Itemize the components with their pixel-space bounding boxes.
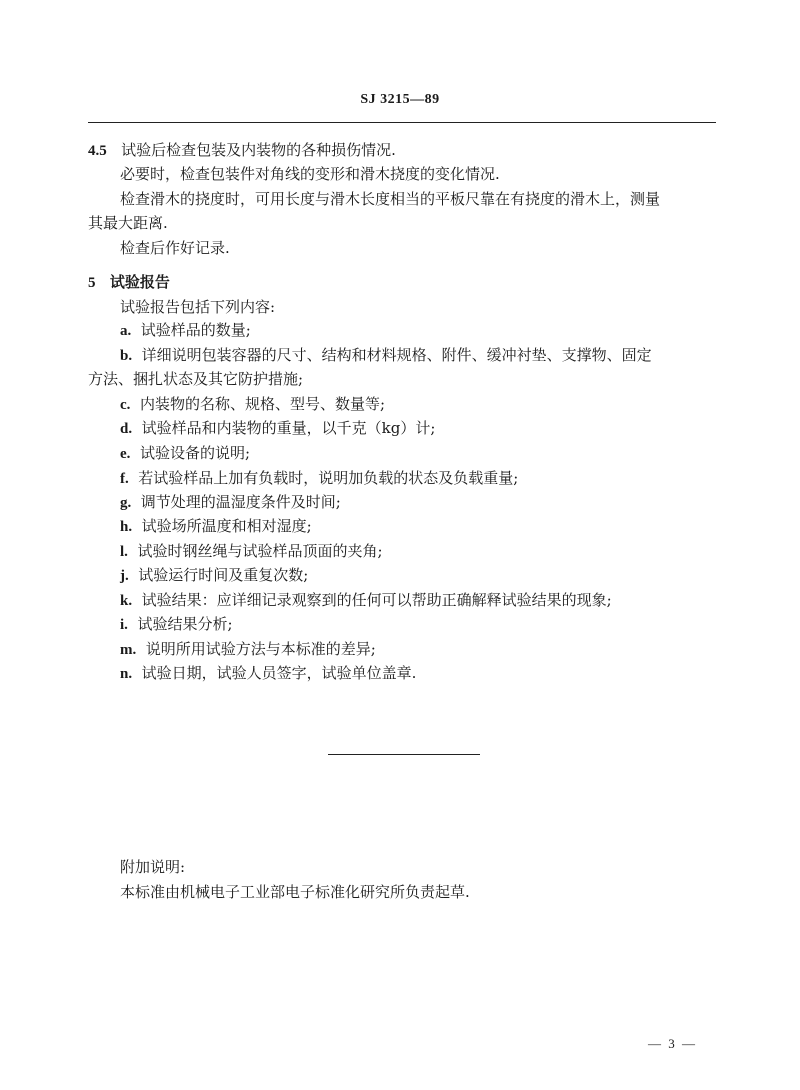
item-text: 试验时钢丝绳与试验样品顶面的夹角;: [137, 542, 383, 560]
clause-4-5-line2: 必要时，检查包装件对角线的变形和滑木挠度的变化情况.: [120, 165, 500, 183]
item-letter: f.: [120, 471, 129, 487]
item-text: 试验场所温度和相对湿度;: [141, 517, 312, 535]
item-letter: a.: [120, 323, 132, 339]
clause-4-5-line5: 检查后作好记录.: [120, 239, 230, 257]
item-letter: e.: [120, 446, 131, 462]
section-5-heading: [88, 272, 170, 293]
item-text: 详细说明包装容器的尺寸、结构和材料规格、附件、缓冲衬垫、支撑物、固定: [141, 346, 652, 364]
section-number: 5: [88, 275, 96, 291]
list-item: [120, 443, 250, 464]
list-item: [120, 614, 233, 635]
item-text: 试验样品的数量;: [140, 321, 251, 339]
list-item: [120, 320, 251, 341]
list-item: [120, 541, 383, 562]
note-label: 附加说明:: [120, 858, 186, 876]
document-code: SJ 3215—89: [360, 92, 440, 107]
item-letter: d.: [120, 421, 133, 437]
list-item: [120, 345, 652, 366]
end-rule: [328, 754, 480, 755]
list-item: [120, 639, 376, 660]
item-letter: c.: [120, 397, 131, 413]
section-title: 试验报告: [109, 273, 170, 291]
list-item: [120, 394, 385, 415]
item-text: 试验结果分析;: [137, 615, 233, 633]
item-text: 试验结果：应详细记录观察到的任何可以帮助正确解释试验结果的现象;: [141, 591, 612, 609]
clause-4-5-line3: 检查滑木的挠度时，可用长度与滑木长度相当的平板尺靠在有挠度的滑木上，测量: [120, 190, 661, 208]
item-text: 试验运行时间及重复次数;: [138, 566, 309, 584]
note-text: 本标准由机械电子工业部电子标准化研究所负责起草.: [120, 883, 470, 901]
list-item: [120, 516, 312, 537]
list-item: [120, 418, 435, 439]
item-letter: i.: [120, 617, 128, 633]
item-text: 说明所用试验方法与本标准的差异;: [145, 640, 376, 658]
list-item: [120, 492, 341, 513]
list-item: [120, 590, 612, 611]
list-item-continuation: 方法、捆扎状态及其它防护措施;: [88, 370, 304, 388]
section-intro: 试验报告包括下列内容:: [120, 298, 276, 316]
clause-4-5-line1: [88, 140, 396, 161]
clause-4-5-line4: 其最大距离.: [88, 214, 168, 232]
item-letter: j.: [120, 568, 129, 584]
item-text: 内装物的名称、规格、型号、数量等;: [139, 395, 386, 413]
clause-text: 试验后检查包装及内装物的各种损伤情况.: [121, 141, 396, 159]
clause-number: 4.5: [88, 143, 107, 159]
page-number: — 3 —: [648, 1036, 697, 1051]
item-letter: l.: [120, 544, 128, 560]
item-letter: m.: [120, 642, 137, 658]
item-letter: b.: [120, 348, 133, 364]
item-text: 调节处理的温湿度条件及时间;: [140, 493, 341, 511]
item-text: 试验日期，试验人员签字，试验单位盖章.: [141, 664, 417, 682]
list-item: [120, 565, 308, 586]
item-letter: h.: [120, 519, 133, 535]
list-item: [120, 663, 416, 684]
item-text: 试验样品和内装物的重量，以千克（kg）计;: [141, 419, 436, 437]
header-rule: [88, 122, 716, 123]
item-letter: g.: [120, 495, 132, 511]
item-letter: n.: [120, 666, 133, 682]
item-letter: k.: [120, 593, 133, 609]
item-text: 若试验样品上加有负载时，说明加负载的状态及负载重量;: [138, 469, 519, 487]
list-item: [120, 468, 518, 489]
item-text: 试验设备的说明;: [139, 444, 251, 462]
